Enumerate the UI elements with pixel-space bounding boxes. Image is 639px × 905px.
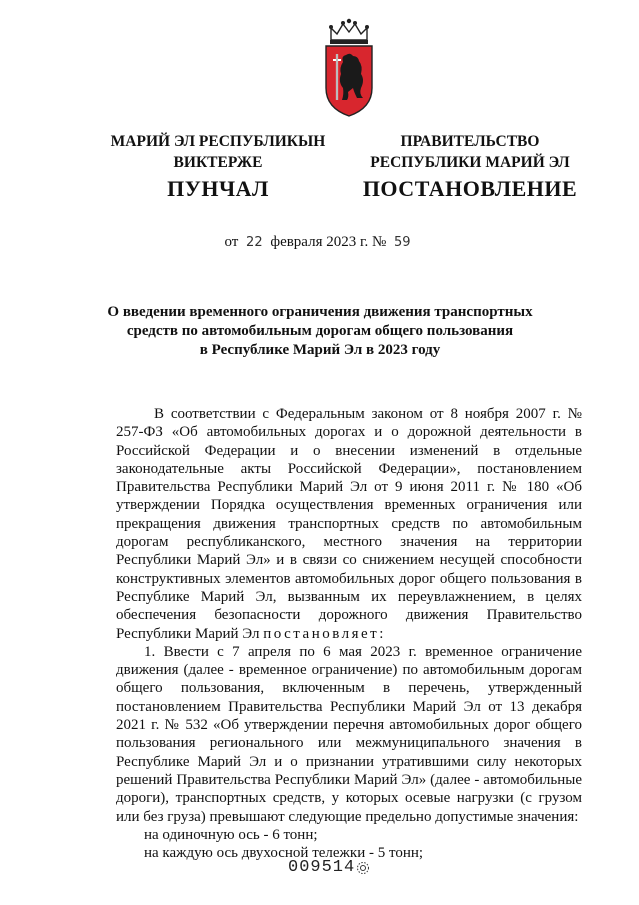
date-day: 22 xyxy=(246,235,263,250)
serial-number: 009514 xyxy=(288,858,356,877)
header-right-org xyxy=(355,131,585,173)
limit-single-axle: на одиночную ось - 6 тонн; xyxy=(144,826,318,843)
document-title xyxy=(60,303,580,360)
left-doc-type: ПУНЧАЛ xyxy=(167,176,269,201)
document-number: 59 xyxy=(394,235,411,250)
preamble-paragraph xyxy=(116,405,582,643)
document-dateline xyxy=(0,234,639,251)
title-line1: О введении временного ограничения движения транспортных xyxy=(107,304,533,320)
preamble-text: В соответствии с Федеральным законом от 8 ноября 2007 г. № 257-ФЗ «Об автомобильных дорогах и о дорожной деятельности в Российской Федерации и о внесении изменений в отдельные законодательные акты Российской Федерации», постановлением Правительства Республики Марий Эл от 9 июня 2011 г. № 180 «Об утверждении Порядка осуществления временных ограничения или прекращения движения транспортных средств по автомобильным дорогам республиканского, местного значения на территории Республики Марий Эл» и в связи со снижением несущей способности конструктивных элементов автомобильных дорог общего пользования в Республике Марий Эл, вызванным их переувлажнением, в целях обеспечения безопасности дорожного движения Правительство Республики Марий Эл xyxy=(116,406,582,642)
title-line2: средств по автомобильным дорогам общего пользования xyxy=(126,323,514,339)
left-org-line1: МАРИЙ ЭЛ РЕСПУБЛИКЫН xyxy=(110,133,326,150)
document-body xyxy=(116,405,582,862)
right-org-line2: РЕСПУБЛИКИ МАРИЙ ЭЛ xyxy=(370,154,570,171)
limit-tandem-axle: на каждую ось двухосной тележки - 5 тонн; xyxy=(144,845,424,862)
title-line3: в Республике Марий Эл в 2023 году xyxy=(199,342,441,358)
decree-word: постановляет: xyxy=(263,625,386,642)
coat-of-arms-icon xyxy=(323,18,375,118)
header-left-org xyxy=(98,131,338,173)
left-org-line2: ВИКТЕРЖЕ xyxy=(173,154,263,171)
right-org-line1: ПРАВИТЕЛЬСТВО xyxy=(400,133,540,150)
date-prefix: от xyxy=(224,234,239,250)
date-month-year: февраля 2023 г. № xyxy=(270,234,387,250)
ornament-icon xyxy=(355,860,371,876)
right-doc-type: ПОСТАНОВЛЕНИЕ xyxy=(362,176,578,201)
item-1-paragraph: 1. Ввести с 7 апреля по 6 мая 2023 г. временное ограничение движения (далее - временное ограничение) по автомобильным дорогам общего пользования, включенным в перечень, утвержденный постановлением Правительства Республики Марий Эл от 13 декабря 2021 г. № 532 «Об утверждении перечня автомобильных дорог общего пользования регионального или межмуниципального значения в Республике Марий Эл и о признании утратившими силу некоторых решений Правительства Республики Марий Эл» (далее - автомобильные дороги), транспортных средств, у которых осевые нагрузки (с грузом или без груза) превышают следующие предельно допустимые значения: xyxy=(116,643,582,825)
